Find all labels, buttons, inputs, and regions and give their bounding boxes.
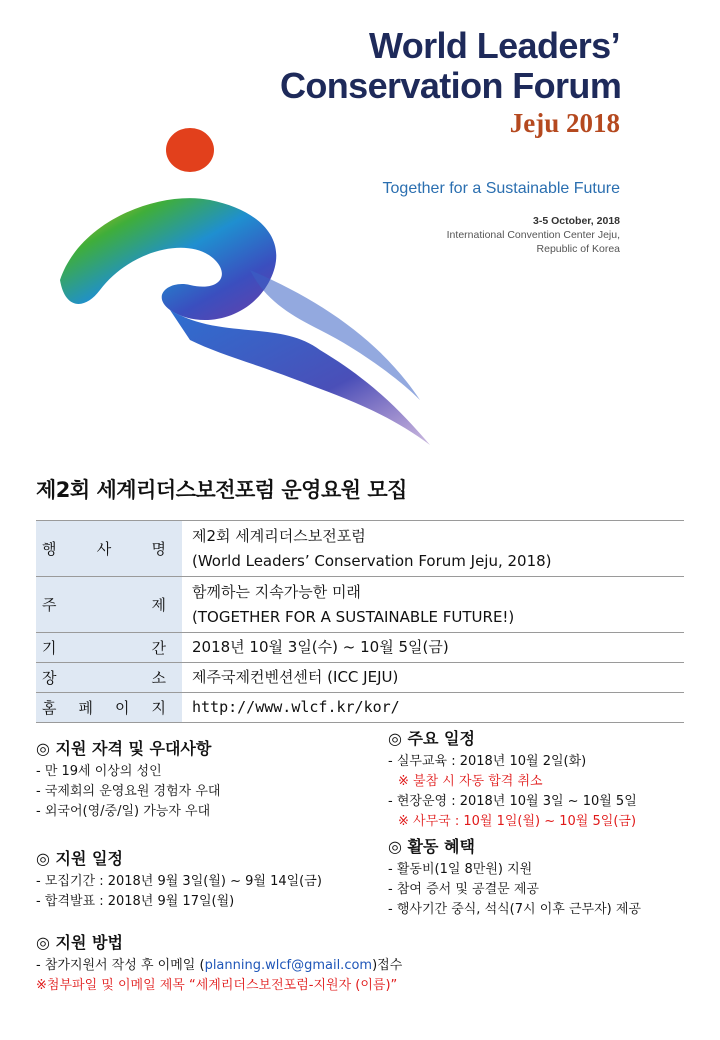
list-item: - 참가지원서 작성 후 이메일 (planning.wlcf@gmail.com)접수 [36,958,403,973]
list-item: - 모집기간 : 2018년 9월 3일(월) ~ 9월 14일(금) [36,874,322,889]
event-date: 3-5 October, 2018 [533,215,620,227]
label-theme: 주 제 [36,577,182,633]
email-link[interactable]: planning.wlcf@gmail.com [204,958,373,973]
homepage-link[interactable]: http://www.wlcf.kr/kor/ [192,698,400,716]
event-venue-line2: Republic of Korea [536,243,620,255]
event-info-table [36,520,684,723]
value-theme: 함께하는 지속가능한 미래 (TOGETHER FOR A SUSTAINABLE FUTURE!) [182,577,684,633]
qualification-title: ◎ 지원 자격 및 우대사항 [36,739,212,758]
recruit-title: 제2회 세계리더스보전포럼 운영요원 모집 [36,478,407,502]
apply-method-note: ※첨부파일 및 이메일 제목 “세계리더스보전포럼-지원자 (이름)” [36,978,398,993]
table-row-homepage [36,693,684,723]
benefits-section [388,836,641,920]
qualification-section [36,738,220,822]
apply-method-section [36,932,402,996]
label-period: 기 간 [36,633,182,663]
list-item: - 활동비(1일 8만원) 지원 [388,862,533,877]
label-venue: 장 소 [36,663,182,693]
value-period: 2018년 10월 3일(수) ~ 10월 5일(금) [182,633,684,663]
value-event-name: 제2회 세계리더스보전포럼 (World Leaders’ Conservation Forum Jeju, 2018) [182,521,684,577]
forum-title [280,26,620,106]
list-item: - 행사기간 중식, 석식(7시 이후 근무자) 제공 [388,902,641,917]
forum-slogan: Together for a Sustainable Future [382,180,620,197]
table-row-venue [36,663,684,693]
forum-title-line1: World Leaders’ [368,25,620,66]
table-row-period [36,633,684,663]
list-item: - 현장운영 : 2018년 10월 3일 ~ 10월 5일 [388,794,637,809]
red-dot-shape [166,128,214,172]
label-homepage: 홈 페 이 지 [36,693,182,723]
brush-tail-shape [170,310,430,445]
main-schedule-title: ◎ 주요 일정 [388,729,475,748]
table-row-theme [36,577,684,633]
list-item: - 참여 증서 및 공결문 제공 [388,882,539,897]
list-item: - 외국어(영/중/일) 가능자 우대 [36,804,211,819]
event-info [380,214,620,256]
label-event-name: 행 사 명 [36,521,182,577]
list-item: - 만 19세 이상의 성인 [36,764,162,779]
list-item: - 국제회의 운영요원 경험자 우대 [36,784,221,799]
value-venue: 제주국제컨벤션센터 (ICC JEJU) [182,663,684,693]
event-venue-line1: International Convention Center Jeju, [446,229,620,241]
apply-method-title: ◎ 지원 방법 [36,933,123,952]
apply-schedule-title: ◎ 지원 일정 [36,849,123,868]
forum-title-line2: Conservation Forum [280,65,622,106]
office-note: ※ 사무국 : 10월 1일(월) ~ 10월 5일(금) [398,814,637,829]
brush-body-shape [60,198,276,320]
poster-header [0,0,720,460]
forum-jeju-year: Jeju 2018 [509,108,620,138]
list-item: - 실무교육 : 2018년 10월 2일(화) [388,754,587,769]
main-schedule-section [388,728,637,832]
benefits-title: ◎ 활동 혜택 [388,837,475,856]
value-homepage [182,693,684,723]
table-row-event-name [36,521,684,577]
forum-logo-brushstroke [20,110,520,450]
list-item: - 합격발표 : 2018년 9월 17일(월) [36,894,235,909]
training-note: ※ 불참 시 자동 합격 취소 [398,774,543,789]
apply-schedule-section [36,848,322,912]
